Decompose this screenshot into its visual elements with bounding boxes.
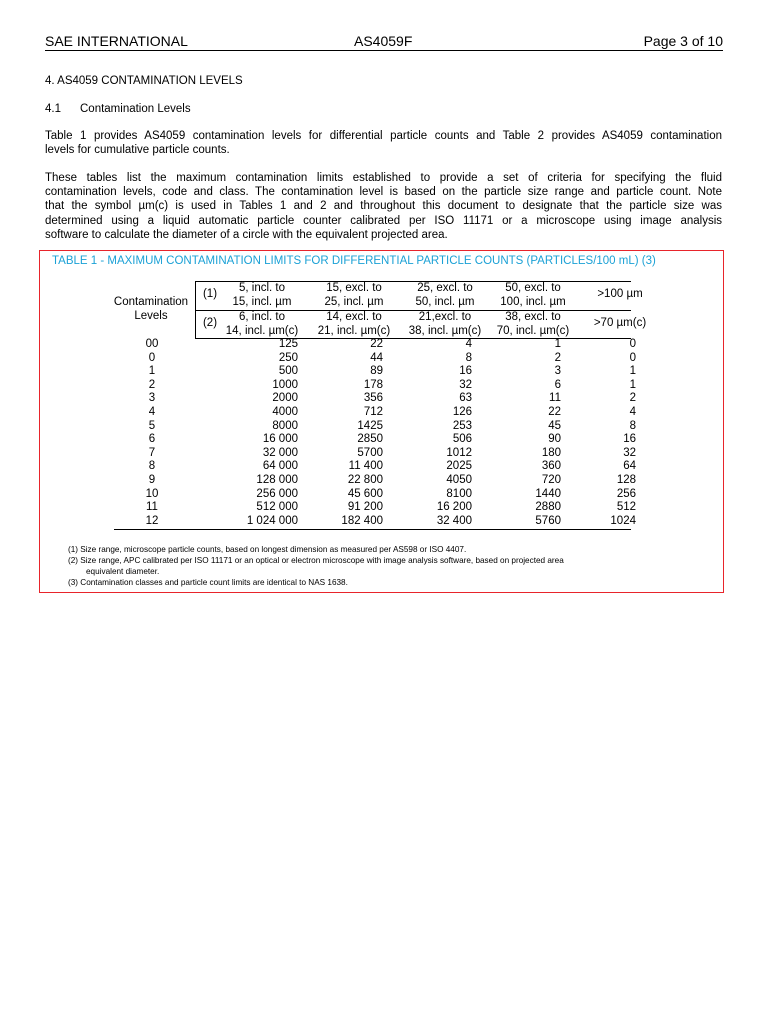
- particle-count-cell: 16: [623, 433, 636, 446]
- size-range-header: [306, 311, 402, 338]
- table-1-caption: TABLE 1 - MAXIMUM CONTAMINATION LIMITS FOR DIFFERENTIAL PARTICLE COUNTS (PARTICLES/100 mL) (3): [52, 255, 656, 267]
- particle-count-cell: 2880: [535, 501, 561, 514]
- particle-count-cell: 3: [554, 365, 561, 378]
- particle-count-cell: 44: [370, 351, 383, 364]
- size-range-header-line: 50, incl. µm: [415, 295, 475, 308]
- row-label-header: [106, 296, 196, 323]
- particle-count-cell: 1: [554, 338, 561, 350]
- header-page-number: Page 3 of 10: [643, 33, 723, 49]
- size-range-header-line: 25, excl. to: [417, 282, 473, 294]
- particle-count-cell: 90: [548, 433, 561, 446]
- particle-count-cell: 0: [629, 351, 636, 364]
- particle-count-cell: 22: [548, 406, 561, 418]
- particle-count-cell: 4: [465, 338, 472, 350]
- particle-count-cell: 16 000: [262, 433, 298, 446]
- particle-count-cell: 2025: [446, 460, 472, 473]
- particle-count-cell: 64 000: [262, 460, 298, 473]
- section-heading: 4. AS4059 CONTAMINATION LEVELS: [45, 75, 243, 87]
- size-range-header-line: 25, incl. µm: [324, 295, 384, 308]
- particle-count-cell: 5760: [535, 514, 561, 527]
- size-range-header-line: 50, excl. to: [505, 282, 561, 294]
- paragraph-2-line: determined using a liquid automatic particle counter calibrated per ISO 11171 or a microscope using image analysis: [45, 214, 722, 227]
- particle-count-cell: 4: [629, 406, 636, 418]
- particle-count-cell: 1 024 000: [246, 514, 298, 527]
- size-range-header: [306, 282, 402, 309]
- particle-count-cell: 512 000: [256, 501, 298, 514]
- particle-count-cell: 8: [465, 351, 472, 364]
- particle-count-cell: 1000: [272, 378, 298, 391]
- particle-count-cell: 712: [363, 406, 383, 418]
- particle-count-cell: 5700: [357, 446, 383, 459]
- paragraph-2-line: These tables list the maximum contamination limits established to provide a set of criteria for specifying the fluid: [45, 172, 722, 184]
- particle-count-cell: 178: [363, 378, 383, 391]
- paragraph-2-line: contamination levels, code and class. The contamination level is based on the particle size range and particle count. Note: [45, 186, 722, 199]
- contamination-level-cell: 7: [148, 446, 156, 459]
- size-range-header: [485, 311, 581, 338]
- particle-count-cell: 0: [629, 338, 636, 350]
- particle-count-cell: 126: [452, 406, 472, 418]
- particle-count-cell: 256 000: [256, 487, 298, 500]
- size-range-header-line: 21, incl. µm(c): [317, 324, 391, 337]
- particle-count-cell: 360: [541, 460, 561, 473]
- particle-count-cell: 1440: [535, 487, 561, 500]
- particle-count-cell: 128: [616, 474, 636, 486]
- particle-count-cell: 720: [541, 474, 561, 486]
- particle-count-cell: 125: [278, 338, 298, 350]
- size-range-header-line: 14, incl. µm(c): [225, 324, 299, 337]
- particle-count-cell: 6: [554, 378, 561, 391]
- size-range-header-line: 14, excl. to: [326, 311, 382, 323]
- size-range-header-line: 38, incl. µm(c): [408, 324, 482, 337]
- size-range-header-line: 6, incl. to: [238, 311, 286, 323]
- paragraph-2-line: software to calculate the diameter of a circle with the equivalent projected area.: [45, 228, 448, 241]
- footnote-marker-2: (2): [202, 317, 218, 329]
- particle-count-cell: 32 400: [436, 514, 472, 527]
- particle-count-cell: 500: [278, 365, 298, 378]
- particle-count-cell: 253: [452, 419, 472, 432]
- size-range-header: [572, 288, 668, 302]
- particle-count-cell: 1012: [446, 446, 472, 459]
- particle-count-cell: 8100: [446, 487, 472, 500]
- paragraph-2: [45, 171, 722, 242]
- size-range-header: [214, 282, 310, 309]
- particle-count-cell: 4000: [272, 406, 298, 418]
- particle-count-cell: 4050: [446, 474, 472, 486]
- paragraph-1-line: Table 1 provides AS4059 contamination levels for differential particle counts and Table 2 provides AS4059 contamination: [45, 130, 722, 142]
- particle-count-cell: 2850: [357, 433, 383, 446]
- contamination-level-cell: 11: [146, 501, 158, 514]
- particle-count-cell: 45 600: [347, 487, 383, 500]
- particle-count-cell: 250: [278, 351, 298, 364]
- particle-count-cell: 512: [616, 501, 636, 514]
- size-range-header-line: 38, excl. to: [505, 311, 561, 323]
- particle-count-cell: 1: [629, 378, 636, 391]
- particle-count-cell: 89: [370, 365, 383, 378]
- contamination-level-cell: 00: [145, 338, 159, 350]
- particle-count-cell: 1: [629, 365, 636, 378]
- contamination-level-cell: 5: [148, 419, 156, 432]
- contamination-level-cell: 1: [148, 365, 156, 378]
- page-header: [45, 33, 723, 51]
- particle-count-cell: 32: [459, 378, 472, 391]
- particle-count-cell: 16: [459, 365, 472, 378]
- particle-count-cell: 180: [541, 446, 561, 459]
- size-range-header-line: 5, incl. to: [238, 282, 286, 294]
- particle-count-cell: 1425: [357, 419, 383, 432]
- contamination-level-cell: 12: [145, 514, 159, 527]
- contamination-level-cell: 10: [145, 487, 159, 500]
- particle-count-cell: 182 400: [341, 514, 383, 527]
- paragraph-1: [45, 129, 722, 157]
- size-range-header-line: >100 µm: [597, 288, 643, 300]
- particle-count-cell: 91 200: [347, 501, 383, 514]
- particle-count-cell: 22 800: [347, 474, 383, 486]
- particle-count-cell: 8000: [272, 419, 298, 432]
- footnote-3: (3) Contamination classes and particle count limits are identical to NAS 1638.: [68, 578, 348, 587]
- particle-count-cell: 22: [370, 338, 383, 350]
- contamination-level-cell: 9: [148, 474, 156, 486]
- size-range-header-line: 21,excl. to: [418, 311, 472, 323]
- particle-count-cell: 1024: [610, 514, 636, 527]
- contamination-level-cell: 0: [148, 351, 156, 364]
- particle-count-cell: 2: [554, 351, 561, 364]
- header-organization: SAE INTERNATIONAL: [45, 33, 188, 49]
- particle-count-cell: 506: [452, 433, 472, 446]
- size-range-header-line: >70 µm(c): [593, 317, 647, 329]
- size-range-header-line: 15, excl. to: [326, 282, 382, 294]
- particle-count-cell: 2: [629, 392, 636, 405]
- contamination-level-cell: 8: [148, 460, 156, 473]
- contamination-level-cell: 3: [148, 392, 156, 405]
- footnote-1: (1) Size range, microscope particle counts, based on longest dimension as measured per AS598 or ISO 4407.: [68, 545, 467, 554]
- particle-count-cell: 356: [363, 392, 383, 405]
- particle-count-cell: 256: [616, 487, 636, 500]
- particle-count-cell: 11 400: [348, 460, 383, 473]
- size-range-header: [397, 282, 493, 309]
- particle-count-cell: 16 200: [436, 501, 472, 514]
- size-range-header: [397, 311, 493, 338]
- subsection-title: Contamination Levels: [80, 103, 191, 115]
- row-label-line: Levels: [134, 309, 168, 322]
- contamination-level-cell: 4: [148, 406, 156, 418]
- table-rule-bottom: [114, 529, 631, 530]
- footnote-2: (2) Size range, APC calibrated per ISO 11171 or an optical or electron microscope with image analysis software, based on projected area: [68, 556, 564, 565]
- paragraph-2-line: that the symbol µm(c) is used in Tables 1 and 2 and throughout this document to designate that the particle size was: [45, 200, 722, 213]
- footnote-2-continued: equivalent diameter.: [86, 567, 160, 576]
- row-label-line: Contamination: [113, 296, 189, 308]
- particle-count-cell: 45: [548, 419, 561, 432]
- particle-count-cell: 11: [549, 392, 561, 405]
- header-document-id: AS4059F: [354, 33, 413, 49]
- size-range-header: [572, 317, 668, 331]
- size-range-header: [485, 282, 581, 309]
- particle-count-cell: 32 000: [262, 446, 298, 459]
- particle-count-cell: 8: [629, 419, 636, 432]
- size-range-header: [214, 311, 310, 338]
- paragraph-1-line: levels for cumulative particle counts.: [45, 144, 230, 157]
- subsection-number: 4.1: [45, 103, 61, 115]
- particle-count-cell: 32: [623, 446, 636, 459]
- size-range-header-line: 15, incl. µm: [232, 295, 292, 308]
- contamination-level-cell: 2: [148, 378, 156, 391]
- particle-count-cell: 128 000: [256, 474, 298, 486]
- particle-count-cell: 64: [623, 460, 636, 473]
- particle-count-cell: 2000: [272, 392, 298, 405]
- particle-count-cell: 63: [459, 392, 472, 405]
- size-range-header-line: 70, incl. µm(c): [496, 324, 570, 337]
- contamination-level-cell: 6: [148, 433, 156, 446]
- size-range-header-line: 100, incl. µm: [500, 295, 566, 308]
- footnote-marker-1: (1): [202, 288, 218, 300]
